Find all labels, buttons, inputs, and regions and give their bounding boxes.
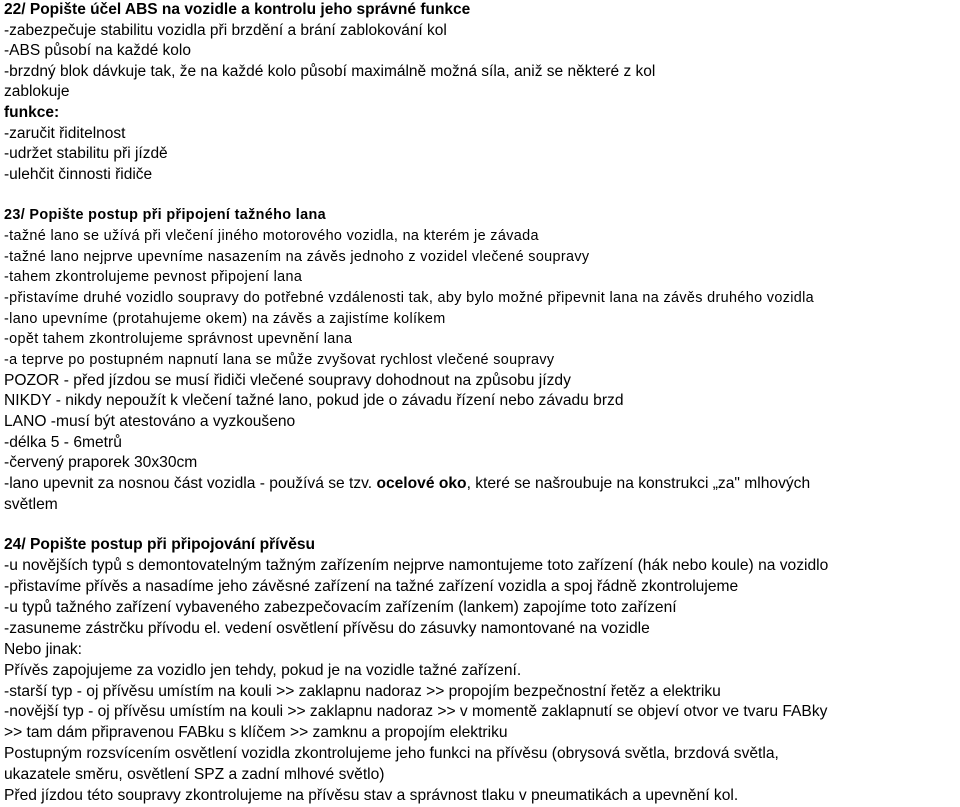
answer-line: -starší typ - oj přívěsu umístím na kouli >> zaklapnu nadoraz >> propojím bezpečnostní řetěz a elektriku xyxy=(4,682,721,700)
answer-line: -brzdný blok dávkuje tak, že na každé kolo působí maximálně možná síla, aniž se některé z kol xyxy=(4,62,656,80)
answer-line: -u typů tažného zařízení vybaveného zabezpečovacím zařízením (lankem) zapojíme toto zařízení xyxy=(4,598,677,616)
answer-line: -přistavíme druhé vozidlo soupravy do potřebné vzdálenosti tak, aby bylo možné připevnit lana na závěs druhého vozidla xyxy=(4,289,815,306)
answer-line: Postupným rozsvícením osvětlení vozidla zkontrolujeme jeho funkci na přívěsu (obrysová světla, brzdová světla, xyxy=(4,745,779,763)
answer-line: -a teprve po postupném napnutí lana se může zvyšovat rychlost vlečené soupravy xyxy=(4,351,555,368)
functions-subheading: funkce: xyxy=(4,103,60,121)
answer-line: -tažné lano nejprve upevníme nasazením na závěs jednoho z vozidel vlečené soupravy xyxy=(4,248,590,265)
rope-requirements-line: -červený praporek 30x30cm xyxy=(4,454,198,472)
warning-line: POZOR - před jízdou se musí řidiči vlečené soupravy dohodnout na způsobu jízdy xyxy=(4,371,571,389)
rope-requirements-line: -délka 5 - 6metrů xyxy=(4,433,122,451)
answer-line: Před jízdou této soupravy zkontrolujeme na přívěsu stav a správnost tlaku v pneumatikách a upevnění kol. xyxy=(4,787,739,805)
alternative-heading: Nebo jinak: xyxy=(4,640,83,658)
rope-attachment-text-end: , které se našroubuje na konstrukci „za" mlhových xyxy=(466,474,811,492)
warning-line: NIKDY - nikdy nepoužít k vlečení tažné lano, pokud jde o závadu řízení nebo závadu brzd xyxy=(4,392,624,410)
answer-line: >> tam dám připravenou FABku s klíčem >> zamknu a propojím elektriku xyxy=(4,724,508,742)
answer-line: -opět tahem zkontrolujeme správnost upevnění lana xyxy=(4,331,353,348)
function-line: -zaručit řiditelnost xyxy=(4,124,126,142)
document-page xyxy=(4,0,958,807)
answer-line: -u novějších typů s demontovatelným tažným zařízením nejprve namontujeme toto zařízení (hák nebo koule) na vozidlo xyxy=(4,557,829,575)
rope-attachment-text: -lano upevnit za nosnou část vozidla - používá se tzv. xyxy=(4,474,377,492)
rope-attachment-line-cont: světlem xyxy=(4,495,58,513)
rope-attachment-line xyxy=(4,474,958,495)
section-23 xyxy=(4,205,958,515)
function-line: -ulehčit činnosti řidiče xyxy=(4,165,153,183)
answer-line: zablokuje xyxy=(4,83,70,101)
answer-line: -tahem zkontrolujeme pevnost připojení lana xyxy=(4,269,303,286)
answer-line: -lano upevníme (protahujeme okem) na závěs a zajistíme kolíkem xyxy=(4,310,446,327)
answer-line: -zasuneme zástrčku přívodu el. vedení osvětlení přívěsu do zásuvky namontované na vozidle xyxy=(4,619,650,637)
answer-line: -tažné lano se užívá při vlečení jiného motorového vozidla, na kterém je závada xyxy=(4,228,539,244)
question-24-title: 24/ Popište postup při připojování přívěsu xyxy=(4,536,316,554)
section-22 xyxy=(4,0,958,185)
rope-requirements-line: LANO -musí být atestováno a vyzkoušeno xyxy=(4,412,296,430)
answer-line: Přívěs zapojujeme za vozidlo jen tehdy, pokud je na vozidle tažné zařízení. xyxy=(4,661,522,679)
answer-line: -zabezpečuje stabilitu vozidla při brzdění a brání zablokování kol xyxy=(4,21,447,39)
answer-line: ukazatele směru, osvětlení SPZ a zadní mlhové světlo) xyxy=(4,766,385,784)
answer-line: -ABS působí na každé kolo xyxy=(4,42,191,60)
question-22-title: 22/ Popište účel ABS na vozidle a kontrolu jeho správné funkce xyxy=(4,1,471,18)
answer-line: -přistavíme přívěs a nasadíme jeho závěsné zařízení na tažné zařízení vozidla a spoj řádně zkontrolujeme xyxy=(4,578,739,595)
function-line: -udržet stabilitu při jízdě xyxy=(4,145,168,163)
steel-eye-term: ocelové oko xyxy=(376,474,467,492)
question-23-title: 23/ Popište postup při připojení tažného lana xyxy=(4,207,326,224)
section-24 xyxy=(4,535,958,807)
answer-line: -novější typ - oj přívěsu umístím na kouli >> zaklapnu nadoraz >> v momentě zaklapnutí se objeví otvor ve tvaru FABky xyxy=(4,703,828,721)
